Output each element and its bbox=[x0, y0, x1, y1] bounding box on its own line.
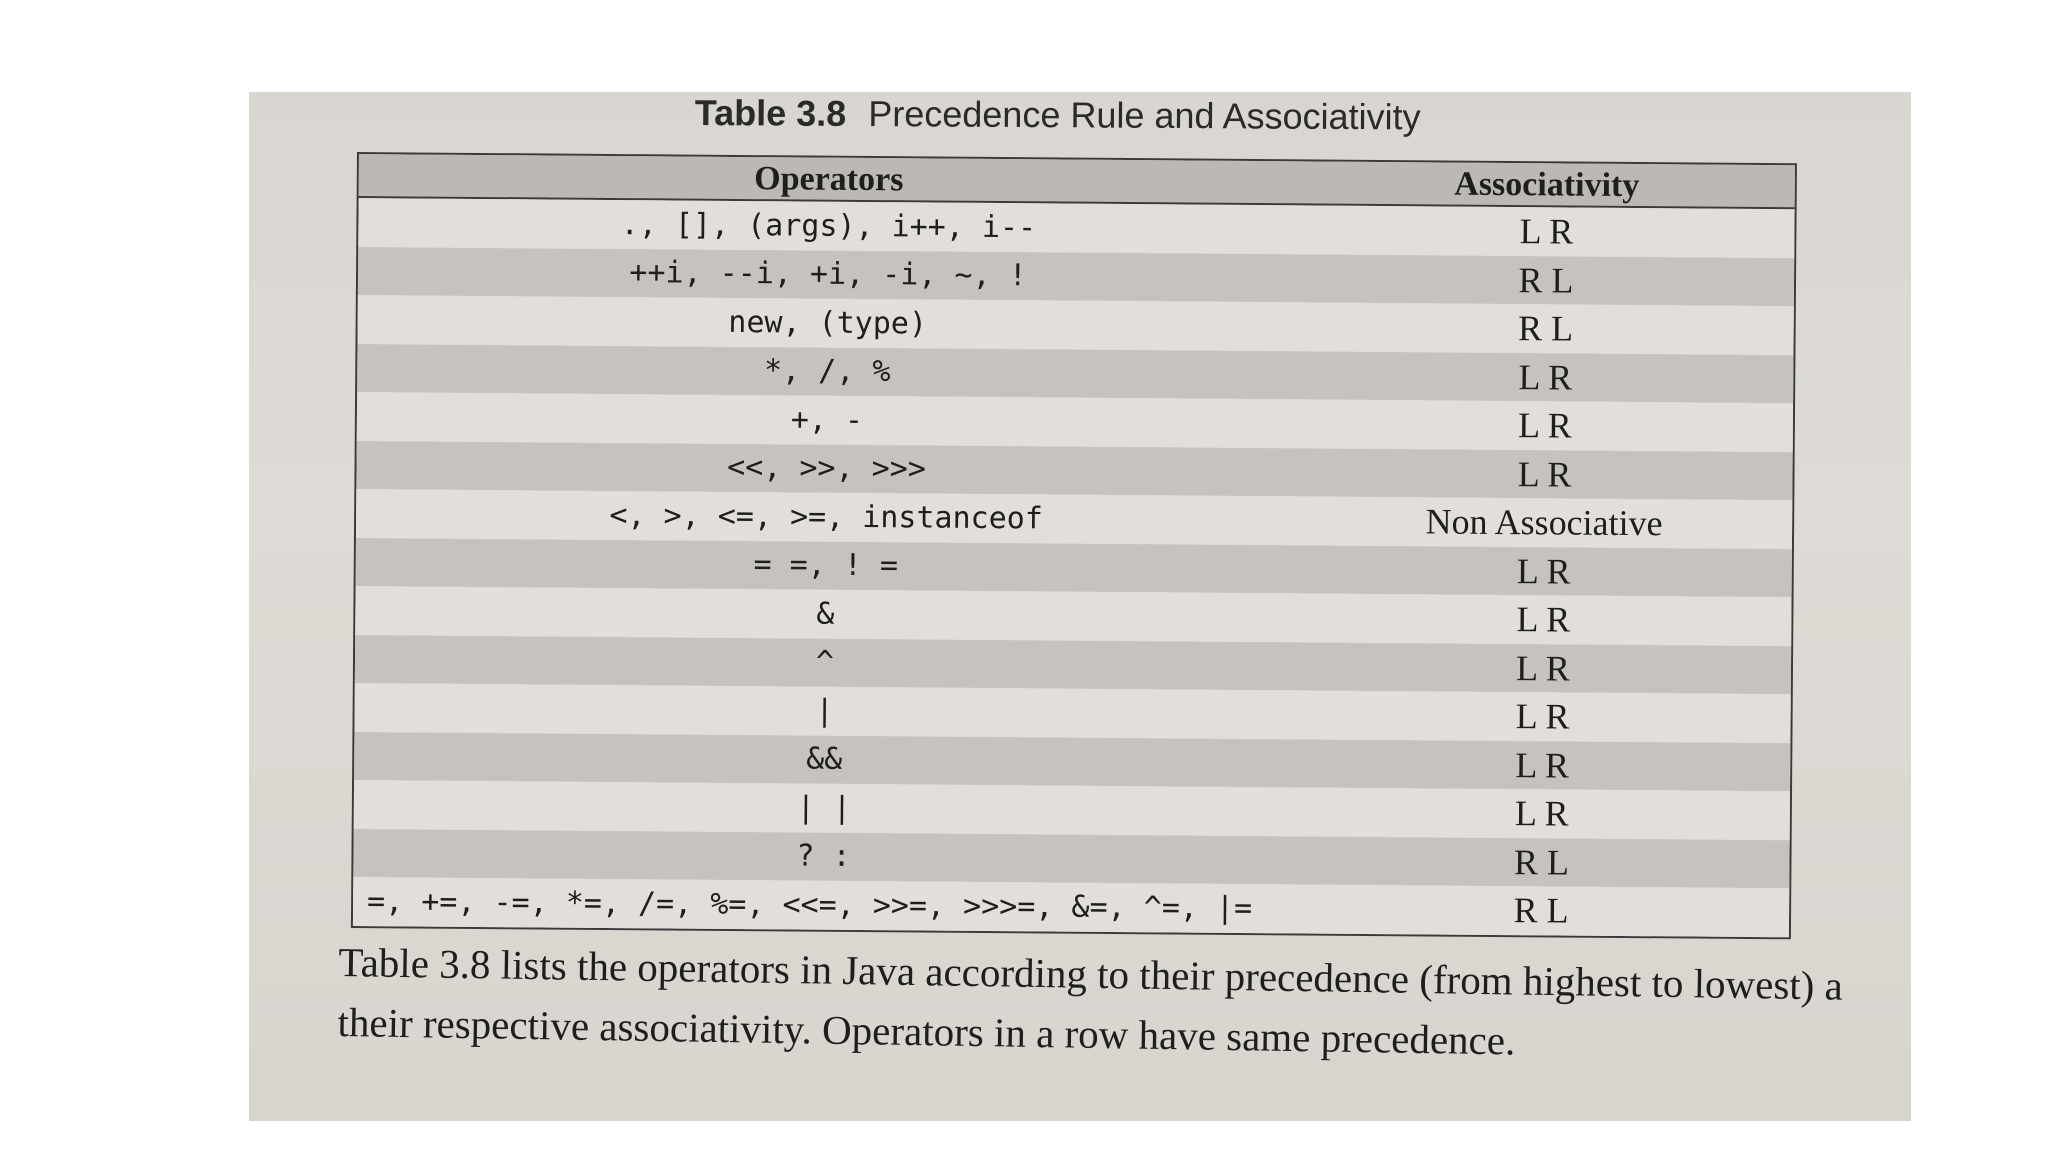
operators-cell: +, - bbox=[790, 402, 864, 438]
table-number: Table 3.8 bbox=[694, 92, 847, 134]
operators-cell: & bbox=[816, 596, 835, 632]
associativity-cell: L R bbox=[1518, 356, 1573, 398]
associativity-cell: R L bbox=[1518, 259, 1574, 301]
operators-cell: = =, ! = bbox=[753, 547, 899, 584]
operators-cell: | | bbox=[796, 790, 852, 826]
table-title: Precedence Rule and Associativity bbox=[868, 93, 1421, 138]
associativity-cell: L R bbox=[1516, 550, 1571, 592]
operators-cell: *, /, % bbox=[763, 353, 891, 390]
associativity-cell: R L bbox=[1517, 308, 1574, 349]
book-page-photo bbox=[249, 92, 1911, 1121]
associativity-cell: Non Associative bbox=[1425, 501, 1663, 544]
header-associativity: Associativity bbox=[1454, 165, 1640, 205]
associativity-cell: L R bbox=[1516, 599, 1571, 640]
description-line-2: their respective associativity. Operators in a row have same precedence. bbox=[337, 998, 1516, 1064]
associativity-cell: L R bbox=[1514, 793, 1569, 834]
associativity-cell: L R bbox=[1515, 696, 1570, 737]
table-row bbox=[353, 877, 1789, 937]
operators-cell: ^ bbox=[815, 644, 835, 681]
associativity-cell: L R bbox=[1517, 453, 1572, 495]
table-caption bbox=[695, 92, 1795, 157]
operators-cell: new, (type) bbox=[728, 304, 928, 342]
operators-cell: ? : bbox=[796, 838, 851, 875]
description-paragraph bbox=[337, 932, 1911, 1078]
operators-cell: ., [], (args), i++, i-- bbox=[620, 206, 1037, 246]
operators-cell: <<, >>, >>> bbox=[727, 450, 927, 487]
operators-cell: ++i, --i, +i, -i, ~, ! bbox=[629, 255, 1027, 294]
associativity-cell: L R bbox=[1515, 647, 1570, 689]
associativity-cell: L R bbox=[1515, 744, 1570, 786]
associativity-cell: L R bbox=[1517, 405, 1572, 446]
header-operators: Operators bbox=[754, 160, 904, 199]
operators-cell: =, +=, -=, *=, /=, %=, <<=, >>=, >>>=, &=, ^=, |= bbox=[366, 883, 1253, 926]
description-line-1: Table 3.8 lists the operators in Java according to their precedence (from highest to lowest) a bbox=[338, 938, 1844, 1009]
operators-cell: && bbox=[806, 741, 843, 778]
associativity-cell: R L bbox=[1513, 841, 1570, 883]
associativity-cell: R L bbox=[1513, 890, 1569, 931]
operators-cell: | bbox=[815, 693, 834, 729]
precedence-table bbox=[351, 152, 1797, 939]
operators-cell: <, >, <=, >=, instanceof bbox=[609, 497, 1044, 537]
associativity-cell: L R bbox=[1519, 211, 1574, 252]
